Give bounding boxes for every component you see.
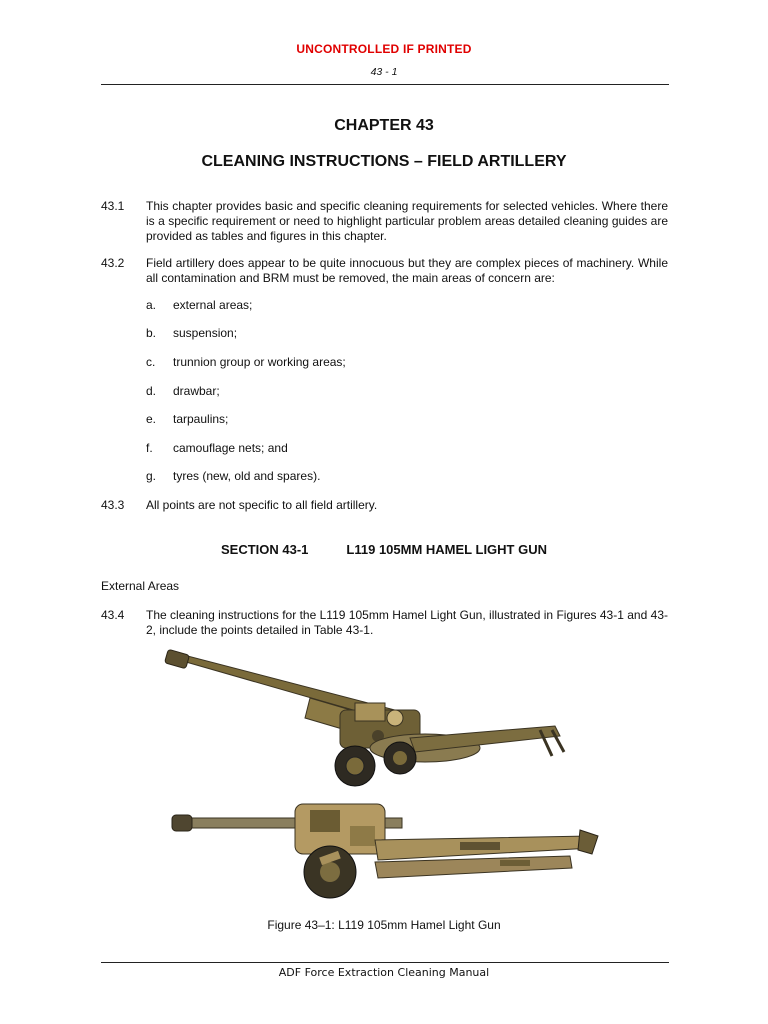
chapter-number: CHAPTER 43 xyxy=(334,117,434,134)
gun-side-view-image xyxy=(160,648,610,790)
footer-manual-title: ADF Force Extraction Cleaning Manual xyxy=(278,966,490,979)
list-text: external areas; xyxy=(173,298,253,312)
figure-caption: Figure 43–1: L119 105mm Hamel Light Gun xyxy=(267,918,501,932)
paragraph-text: The cleaning instructions for the L119 105mm Hamel Light Gun, illustrated in Figures 43-1 and 43-2, include the points detailed in Table 43-1. xyxy=(146,608,668,637)
list-letter: f. xyxy=(146,441,153,455)
paragraph-text: All points are not specific to all field artillery. xyxy=(146,498,378,512)
uncontrolled-notice: UNCONTROLLED IF PRINTED xyxy=(296,42,472,56)
section-number: SECTION 43-1 xyxy=(221,542,309,557)
list-item xyxy=(146,298,252,313)
list-item xyxy=(146,355,346,370)
section-title: L119 105MM HAMEL LIGHT GUN xyxy=(346,542,547,557)
list-letter: c. xyxy=(146,355,156,369)
paragraph-text: This chapter provides basic and specific cleaning requirements for selected vehicles. Where there is a specific requirement or need to highlight particular problem areas detailed cleaning guides are provided as tables and figures in this chapter. xyxy=(146,199,668,243)
list-item xyxy=(146,441,288,456)
paragraph-43-3 xyxy=(101,498,668,513)
list-letter: b. xyxy=(146,326,157,340)
header-divider xyxy=(101,84,669,85)
paragraph-text: Field artillery does appear to be quite innocuous but they are complex pieces of machinery. While all contamination and BRM must be removed, the main areas of concern are: xyxy=(146,256,668,285)
gun-top-view-image xyxy=(160,796,610,908)
list-text: camouflage nets; and xyxy=(173,441,288,455)
list-letter: e. xyxy=(146,412,157,426)
paragraph-43-2 xyxy=(101,256,668,286)
paragraph-number: 43.4 xyxy=(101,608,125,622)
list-letter: g. xyxy=(146,469,157,483)
list-item xyxy=(146,326,237,341)
chapter-title: CLEANING INSTRUCTIONS – FIELD ARTILLERY xyxy=(201,153,567,170)
list-item xyxy=(146,469,320,484)
list-text: drawbar; xyxy=(173,384,220,398)
paragraph-43-4 xyxy=(101,608,668,638)
paragraph-43-1 xyxy=(101,199,668,244)
list-text: tarpaulins; xyxy=(173,412,229,426)
paragraph-number: 43.2 xyxy=(101,256,125,270)
list-letter: a. xyxy=(146,298,157,312)
paragraph-number: 43.1 xyxy=(101,199,125,213)
section-heading xyxy=(0,542,768,557)
footer-divider xyxy=(101,962,669,963)
list-text: suspension; xyxy=(173,326,238,340)
list-item xyxy=(146,412,228,427)
subheading-external-areas: External Areas xyxy=(101,579,180,593)
list-item xyxy=(146,384,220,399)
list-text: tyres (new, old and spares). xyxy=(173,469,321,483)
list-text: trunnion group or working areas; xyxy=(173,355,346,369)
list-letter: d. xyxy=(146,384,157,398)
paragraph-number: 43.3 xyxy=(101,498,125,512)
page-number: 43 - 1 xyxy=(370,66,398,78)
